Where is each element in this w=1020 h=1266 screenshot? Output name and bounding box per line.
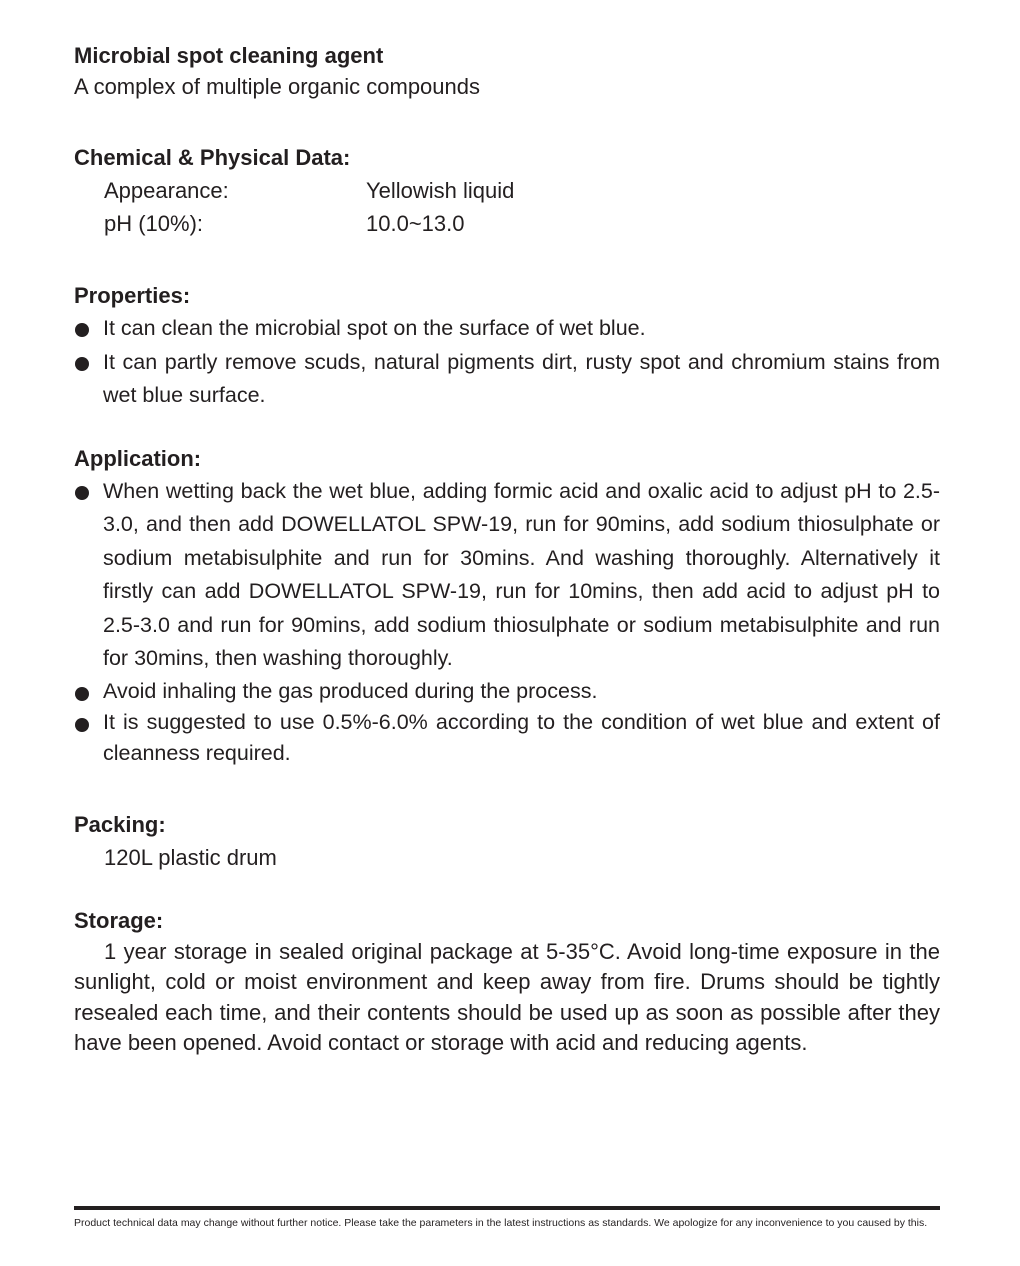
application-heading: Application: bbox=[74, 445, 202, 471]
list-item bbox=[74, 475, 940, 676]
appearance-label: Appearance: bbox=[104, 178, 229, 203]
property-text: It can clean the microbial spot on the surface of wet blue. bbox=[103, 316, 646, 340]
appearance-value: Yellowish liquid bbox=[366, 178, 515, 203]
storage-text: 1 year storage in sealed original package at 5-35°C. Avoid long-time exposure in the sunlight, cold or moist environment and keep away from fire. Drums should be tightly resealed each time, and their contents should be used up as soon as possible after they have been opened. Avoid contact or storage with acid and reducing agents. bbox=[74, 938, 940, 1055]
list-item bbox=[74, 676, 940, 707]
chemical-data-heading: Chemical & Physical Data: bbox=[74, 145, 351, 170]
product-subtitle: A complex of multiple organic compounds bbox=[74, 74, 480, 99]
bullet-icon bbox=[75, 357, 89, 371]
application-text: When wetting back the wet blue, adding formic acid and oxalic acid to adjust pH to 2.5-3.0, and then add DOWELLATOL SPW-19, run for 90mins, add sodium thiosulphate or sodium metabisulphite and run for 30mins. And washing thoroughly. Alternatively it firstly can add DOWELLATOL SPW-19, run for 10mins, then add acid to adjust pH to 2.5-3.0 and run for 90mins, add sodium thiosulphate or sodium metabisulphite and run for 30mins, then washing thoroughly. bbox=[103, 478, 940, 670]
properties-heading: Properties: bbox=[74, 283, 191, 308]
bullet-icon bbox=[75, 687, 89, 701]
product-title: Microbial spot cleaning agent bbox=[74, 43, 384, 68]
list-item bbox=[74, 312, 940, 346]
bullet-icon bbox=[75, 323, 89, 337]
packing-text: 120L plastic drum bbox=[104, 844, 277, 870]
application-text: It is suggested to use 0.5%-6.0% according to the condition of wet blue and extent of cleanness required. bbox=[103, 709, 940, 765]
ph-value: 10.0~13.0 bbox=[366, 211, 465, 236]
property-text: It can partly remove scuds, natural pigments dirt, rusty spot and chromium stains from wet blue surface. bbox=[103, 349, 940, 407]
application-text: Avoid inhaling the gas produced during the process. bbox=[103, 678, 598, 703]
footer-notice: Product technical data may change without further notice. Please take the parameters in the latest instructions as standards. We apologize for any inconvenience to you caused by this. bbox=[74, 1206, 940, 1231]
list-item bbox=[74, 346, 940, 413]
properties-list bbox=[74, 312, 940, 413]
chemical-data-table bbox=[104, 174, 940, 240]
packing-heading: Packing: bbox=[74, 811, 166, 837]
appearance-row bbox=[104, 174, 940, 207]
document-body bbox=[74, 40, 940, 1059]
list-item bbox=[74, 707, 940, 769]
ph-row bbox=[104, 207, 940, 240]
storage-heading: Storage: bbox=[74, 907, 164, 933]
ph-label: pH (10%): bbox=[104, 211, 204, 236]
bullet-icon bbox=[75, 718, 89, 732]
bullet-icon bbox=[75, 486, 89, 500]
application-list bbox=[74, 475, 940, 769]
